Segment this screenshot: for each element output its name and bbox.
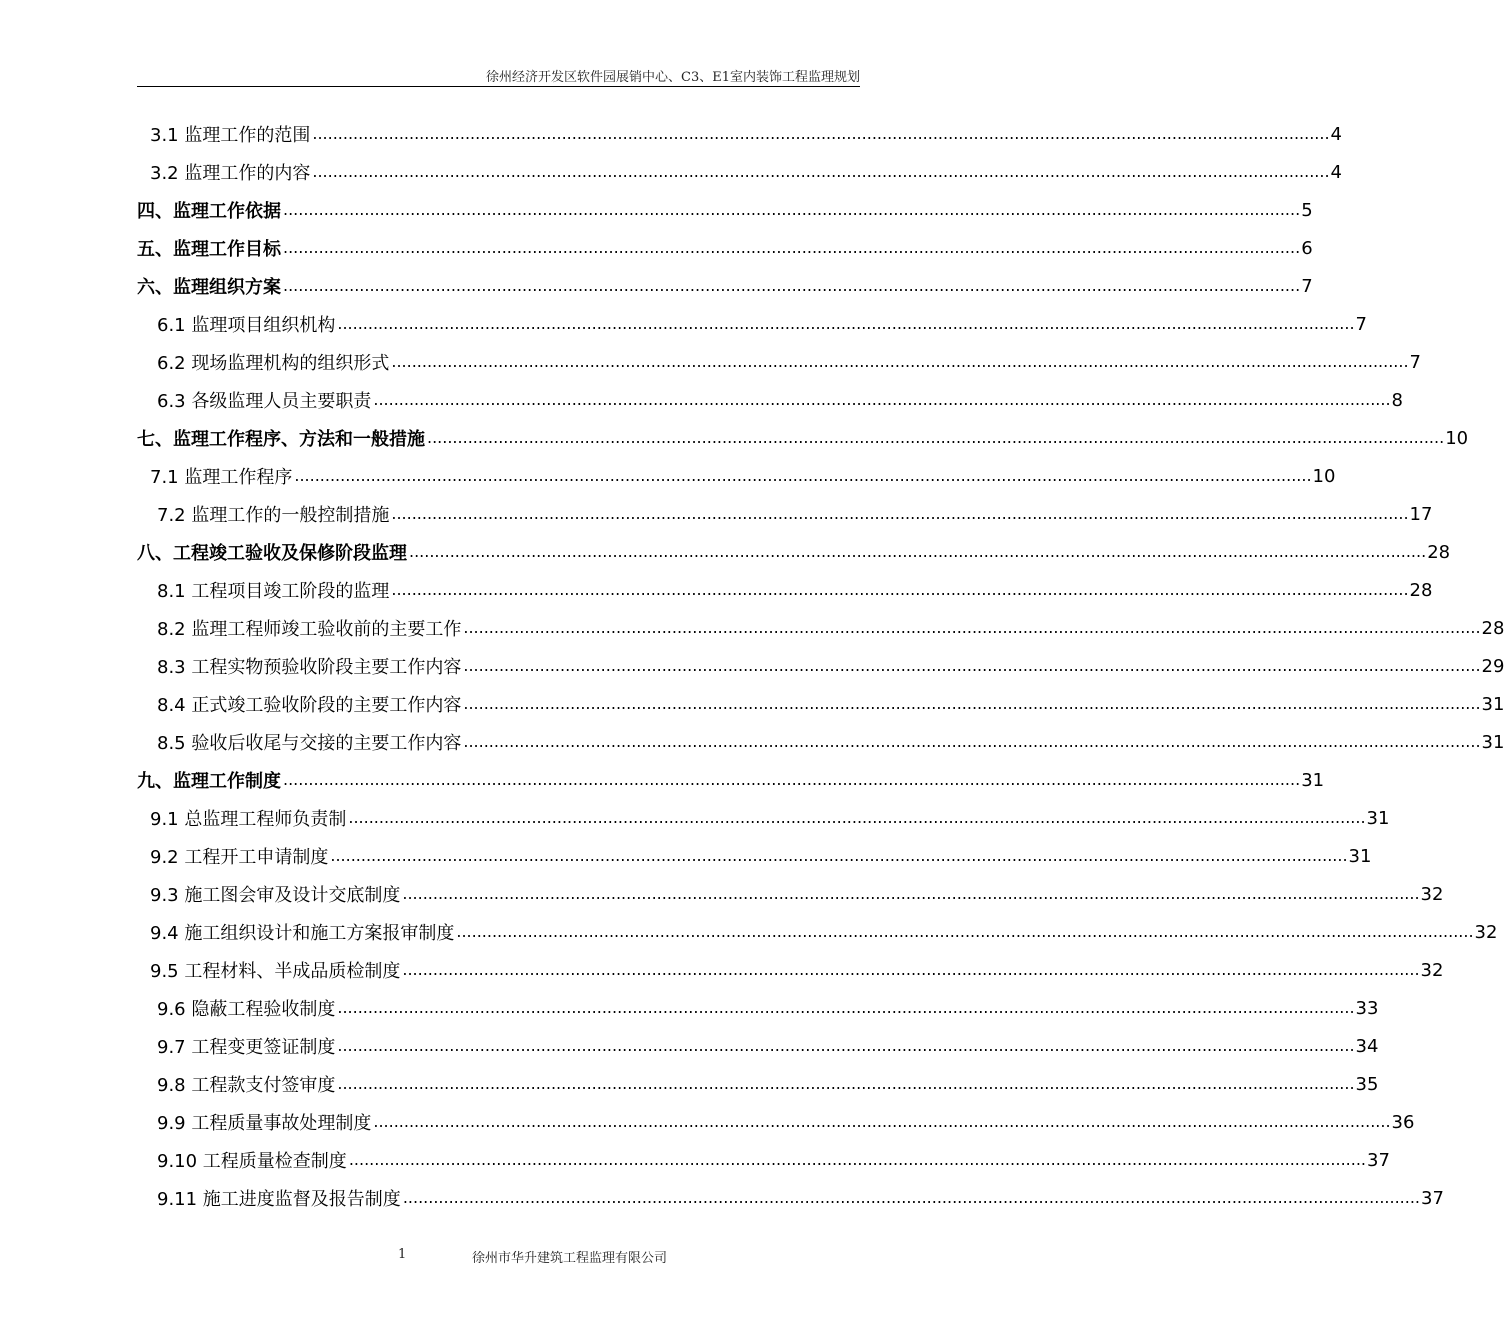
toc-entry[interactable] [150, 115, 1342, 153]
toc-entry-page: 31 [1481, 693, 1504, 715]
toc-entry-label: 八、工程竣工验收及保修阶段监理 [137, 543, 407, 564]
toc-leader-dots: ........................................................................................................................................................................................................ [348, 1150, 1366, 1169]
toc-leader-dots: ........................................................................................................................................................................................................ [283, 200, 1301, 219]
toc-leader-dots: ........................................................................................................................................................................................................ [373, 1112, 1391, 1131]
toc-entry-page: 4 [1330, 161, 1342, 183]
toc-entry-label: 9.9 工程质量事故处理制度 [157, 1113, 372, 1134]
toc-entry[interactable] [157, 1027, 1379, 1065]
toc-entry[interactable] [157, 343, 1421, 381]
toc-entry-page: 35 [1355, 1073, 1379, 1095]
toc-entry-page: 7 [1355, 313, 1367, 335]
toc-entry-label: 8.4 正式竣工验收阶段的主要工作内容 [157, 695, 462, 716]
toc-entry-page: 31 [1481, 731, 1504, 753]
toc-leader-dots: ........................................................................................................................................................................................................ [337, 998, 1355, 1017]
toc-leader-dots: ........................................................................................................................................................................................................ [463, 618, 1481, 637]
toc-entry-label: 五、监理工作目标 [137, 239, 281, 260]
toc-leader-dots: ........................................................................................................................................................................................................ [427, 428, 1445, 447]
toc-entry-page: 5 [1301, 199, 1313, 221]
toc-entry[interactable] [137, 761, 1325, 799]
toc-entry[interactable] [157, 609, 1504, 647]
toc-entry-page: 29 [1481, 655, 1504, 677]
toc-leader-dots: ........................................................................................................................................................................................................ [294, 466, 1312, 485]
toc-entry[interactable] [137, 533, 1451, 571]
toc-leader-dots: ........................................................................................................................................................................................................ [463, 694, 1481, 713]
page-footer [0, 1247, 950, 1267]
toc-leader-dots: ........................................................................................................................................................................................................ [337, 314, 1355, 333]
toc-entry-label: 9.2 工程开工申请制度 [150, 847, 329, 868]
footer-page-number: 1 [398, 1247, 407, 1262]
toc-entry-page: 37 [1367, 1149, 1390, 1171]
toc-entry-page: 7 [1301, 275, 1313, 297]
toc-entry-label: 9.8 工程款支付签审度 [157, 1075, 336, 1096]
toc-entry[interactable] [137, 419, 1469, 457]
toc-entry[interactable] [150, 799, 1390, 837]
toc-entry[interactable] [157, 1065, 1379, 1103]
toc-entry-page: 6 [1301, 237, 1313, 259]
toc-leader-dots: ........................................................................................................................................................................................................ [391, 580, 1409, 599]
toc-entry[interactable] [157, 989, 1379, 1027]
toc-leader-dots: ........................................................................................................................................................................................................ [337, 1074, 1355, 1093]
toc-entry[interactable] [157, 647, 1504, 685]
toc-entry-page: 4 [1330, 123, 1342, 145]
toc-entry[interactable] [157, 685, 1504, 723]
toc-entry-page: 31 [1301, 769, 1325, 791]
toc-leader-dots: ........................................................................................................................................................................................................ [391, 504, 1409, 523]
toc-leader-dots: ........................................................................................................................................................................................................ [463, 656, 1481, 675]
toc-entry[interactable] [157, 571, 1433, 609]
toc-entry[interactable] [150, 837, 1372, 875]
toc-entry-label: 九、监理工作制度 [137, 771, 281, 792]
toc-leader-dots: ........................................................................................................................................................................................................ [312, 162, 1330, 181]
page-header [137, 64, 860, 87]
toc-entry-label: 6.1 监理项目组织机构 [157, 315, 336, 336]
toc-entry-page: 32 [1474, 921, 1498, 943]
toc-entry[interactable] [157, 1103, 1415, 1141]
toc-leader-dots: ........................................................................................................................................................................................................ [330, 846, 1348, 865]
toc-entry-label: 四、监理工作依据 [137, 201, 281, 222]
toc-leader-dots: ........................................................................................................................................................................................................ [283, 276, 1301, 295]
toc-entry-page: 32 [1420, 959, 1444, 981]
toc-entry-label: 8.2 监理工程师竣工验收前的主要工作 [157, 619, 462, 640]
toc-entry-page: 31 [1366, 807, 1390, 829]
toc-entry-page: 10 [1312, 465, 1336, 487]
toc-entry-label: 9.4 施工组织设计和施工方案报审制度 [150, 923, 455, 944]
toc-leader-dots: ........................................................................................................................................................................................................ [402, 960, 1420, 979]
header-title: 徐州经济开发区软件园展销中心、C3、E1室内装饰工程监理规划 [486, 70, 860, 85]
toc-entry-label: 8.1 工程项目竣工阶段的监理 [157, 581, 390, 602]
toc-leader-dots: ........................................................................................................................................................................................................ [348, 808, 1366, 827]
toc-entry-label: 9.10 工程质量检查制度 [157, 1151, 347, 1172]
toc-entry-label: 七、监理工作程序、方法和一般措施 [137, 429, 425, 450]
toc-entry-label: 9.11 施工进度监督及报告制度 [157, 1189, 401, 1210]
toc-leader-dots: ........................................................................................................................................................................................................ [456, 922, 1474, 941]
toc-leader-dots: ........................................................................................................................................................................................................ [373, 390, 1391, 409]
toc-entry[interactable] [157, 1179, 1444, 1217]
toc-entry-page: 31 [1348, 845, 1372, 867]
toc-entry-page: 28 [1481, 617, 1504, 639]
toc-entry-label: 3.2 监理工作的内容 [150, 163, 311, 184]
toc-entry-label: 9.5 工程材料、半成品质检制度 [150, 961, 401, 982]
toc-entry[interactable] [137, 229, 1313, 267]
toc-entry[interactable] [150, 153, 1342, 191]
toc-entry[interactable] [137, 191, 1313, 229]
toc-entry-label: 8.3 工程实物预验收阶段主要工作内容 [157, 657, 462, 678]
toc-entry-label: 9.6 隐蔽工程验收制度 [157, 999, 336, 1020]
toc-entry-page: 17 [1409, 503, 1433, 525]
toc-entry-page: 8 [1391, 389, 1403, 411]
toc-entry[interactable] [157, 495, 1433, 533]
toc-leader-dots: ........................................................................................................................................................................................................ [312, 124, 1330, 143]
toc-entry-label: 8.5 验收后收尾与交接的主要工作内容 [157, 733, 462, 754]
toc-entry-page: 28 [1427, 541, 1451, 563]
toc-entry-page: 7 [1409, 351, 1421, 373]
toc-entry[interactable] [157, 723, 1504, 761]
toc-entry-label: 9.3 施工图会审及设计交底制度 [150, 885, 401, 906]
toc-entry-label: 3.1 监理工作的范围 [150, 125, 311, 146]
toc-entry-page: 28 [1409, 579, 1433, 601]
toc-entry-label: 6.2 现场监理机构的组织形式 [157, 353, 390, 374]
toc-leader-dots: ........................................................................................................................................................................................................ [409, 542, 1427, 561]
toc-leader-dots: ........................................................................................................................................................................................................ [463, 732, 1481, 751]
footer-company: 徐州市华升建筑工程监理有限公司 [472, 1251, 668, 1266]
toc-entry-label: 7.1 监理工作程序 [150, 467, 293, 488]
toc-entry[interactable] [150, 875, 1444, 913]
toc-entry[interactable] [150, 951, 1444, 989]
toc-entry[interactable] [150, 457, 1336, 495]
toc-leader-dots: ........................................................................................................................................................................................................ [283, 238, 1301, 257]
toc-entry[interactable] [157, 1141, 1390, 1179]
toc-leader-dots: ........................................................................................................................................................................................................ [402, 1188, 1420, 1207]
toc-entry-label: 9.7 工程变更签证制度 [157, 1037, 336, 1058]
toc-leader-dots: ........................................................................................................................................................................................................ [402, 884, 1420, 903]
toc-leader-dots: ........................................................................................................................................................................................................ [337, 1036, 1355, 1055]
toc-entry-label: 6.3 各级监理人员主要职责 [157, 391, 372, 412]
toc-entry[interactable] [157, 381, 1403, 419]
toc-entry-page: 36 [1391, 1111, 1415, 1133]
toc-entry-page: 37 [1421, 1187, 1444, 1209]
toc-entry-label: 7.2 监理工作的一般控制措施 [157, 505, 390, 526]
toc-entry-label: 六、监理组织方案 [137, 277, 281, 298]
toc-entry-page: 33 [1355, 997, 1379, 1019]
toc-entry-page: 32 [1420, 883, 1444, 905]
toc-entry[interactable] [137, 267, 1313, 305]
toc-entry-page: 10 [1445, 427, 1469, 449]
toc-entry[interactable] [157, 305, 1367, 343]
toc-entry-label: 9.1 总监理工程师负责制 [150, 809, 347, 830]
toc-leader-dots: ........................................................................................................................................................................................................ [283, 770, 1301, 789]
toc-entry[interactable] [150, 913, 1498, 951]
toc-entry-page: 34 [1355, 1035, 1379, 1057]
toc-leader-dots: ........................................................................................................................................................................................................ [391, 352, 1409, 371]
